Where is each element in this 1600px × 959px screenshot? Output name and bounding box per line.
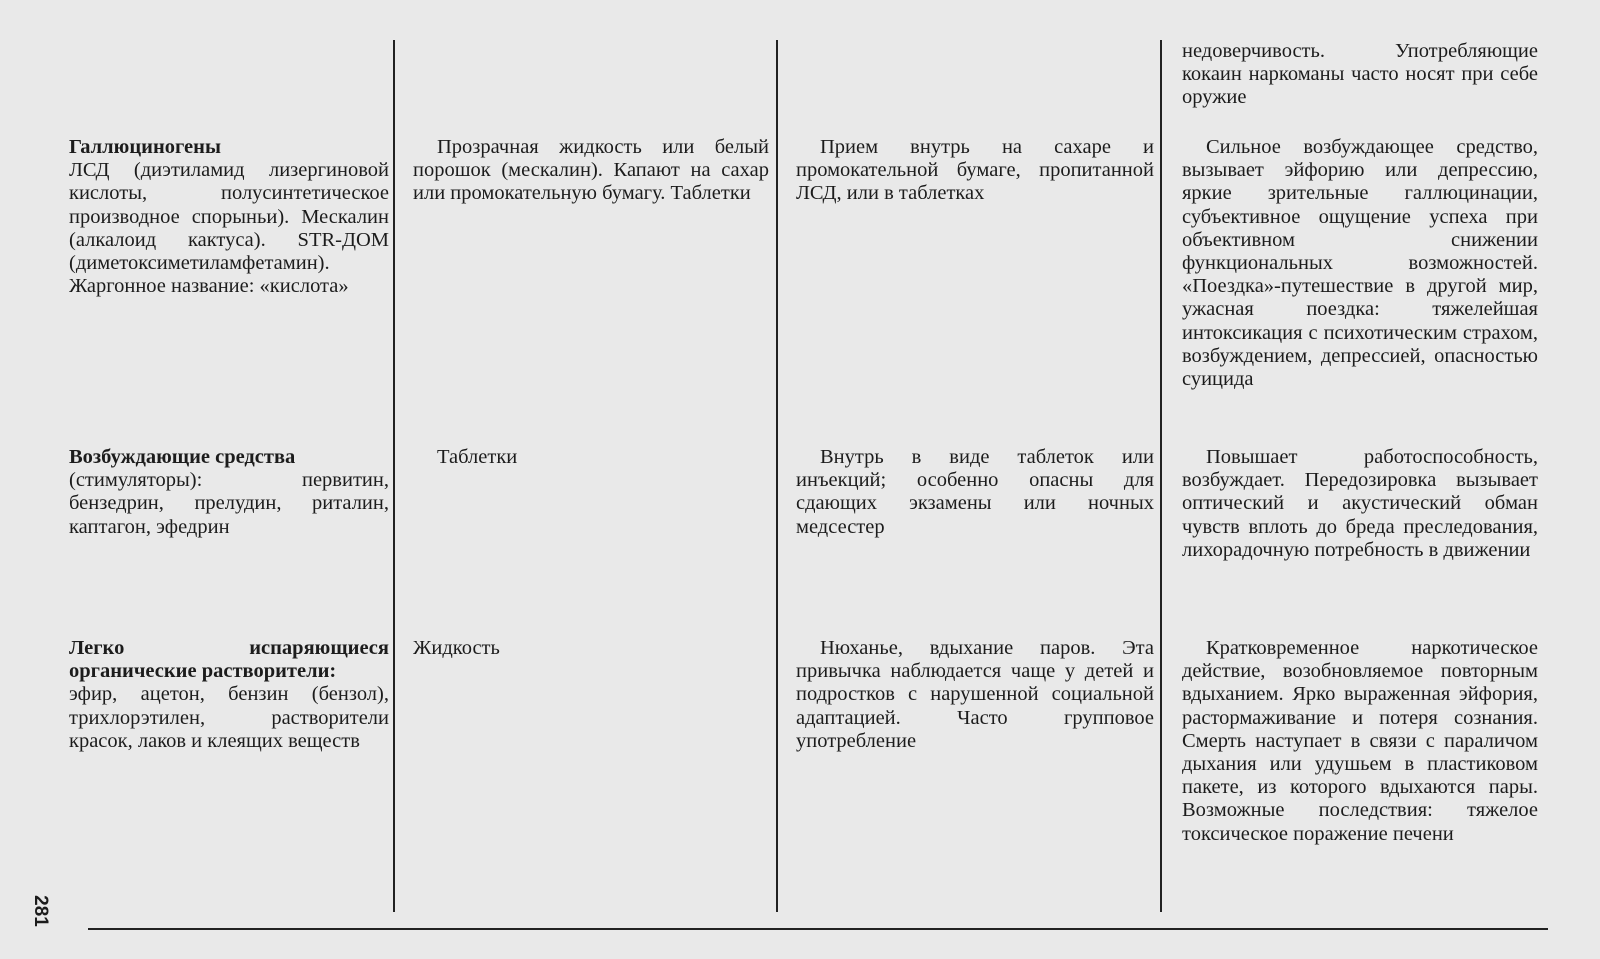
row-2-name-text: (стимуляторы): первитин, бензедрин, прелудин, риталин, каптагон, эфедрин [69,469,389,538]
row-1-use: Прием внутрь на сахаре и промокательной бумаге, пропитанной ЛСД, или в таблетках [796,136,1154,205]
row-1-name-text: ЛСД (диэтиламид лизергиновой кислоты, полусинтетическое производное спорыньи). Мескалин (алкалоид кактуса). STR-ДОМ (диметоксиметиламфетамин). Жаргонное название: «кислота» [69,159,389,298]
row-1-form: Прозрачная жидкость или белый порошок (мескалин). Капают на сахар или промокательную бумагу. Таблетки [413,136,769,205]
row-1-effect: Сильное возбуждающее средство, вызывает эйфорию или депрессию, яркие зрительные галлюцинации, субъективное ощущение успеха при объективном снижении функциональных возможностей. «Поездка»-путешествие в другой мир, ужасная поездка: тяжелейшая интоксикация с психотическим страхом, возбуждением, депрессией, опасностью суицида [1182,136,1538,391]
table-bottom-rule [88,928,1548,930]
continuation-effect-text: недоверчивость. Употребляющие кокаин наркоманы часто носят при себе оружие [1182,40,1538,109]
row-3-name [69,637,389,753]
row-3-name-text: эфир, ацетон, бензин (бензол), трихлорэтилен, растворители красок, лаков и клеящих веществ [69,683,389,752]
column-rule-1 [393,40,395,912]
column-rule-2 [776,40,778,912]
row-3-effect: Кратковременное наркотическое действие, возобновляемое повторным вдыханием. Ярко выраженная эйфория, растормаживание и потеря сознания. Смерть наступает в связи с параличом дыхания или удушьем в пластиковом пакете, из которого вдыхаются пары. Возможные последствия: тяжелое токсическое поражение печени [1182,637,1538,845]
row-2-name-heading: Возбуждающие средства [69,446,296,468]
row-2-name [69,446,389,539]
row-3-use: Нюханье, вдыхание паров. Эта привычка наблюдается чаще у детей и подростков с нарушенной социальной адаптацией. Часто групповое употребление [796,637,1154,752]
row-2-use: Внутрь в виде таблеток или инъекций; особенно опасны для сдающих экзамены или ночных медсестер [796,446,1154,538]
row-2-effect: Повышает работоспособность, возбуждает. Передозировка вызывает оптический и акустический обман чувств вплоть до бреда преследования, лихорадочную потребность в движении [1182,446,1538,561]
page-number: 281 [30,895,51,927]
row-3-form: Жидкость [413,637,500,659]
row-2-form: Таблетки [437,446,518,468]
row-1-name-heading: Галлюциногены [69,136,221,158]
column-rule-3 [1160,40,1162,912]
row-1-name [69,136,389,298]
row-3-name-heading: Легко испаряющиеся органические растворители: [69,637,389,683]
